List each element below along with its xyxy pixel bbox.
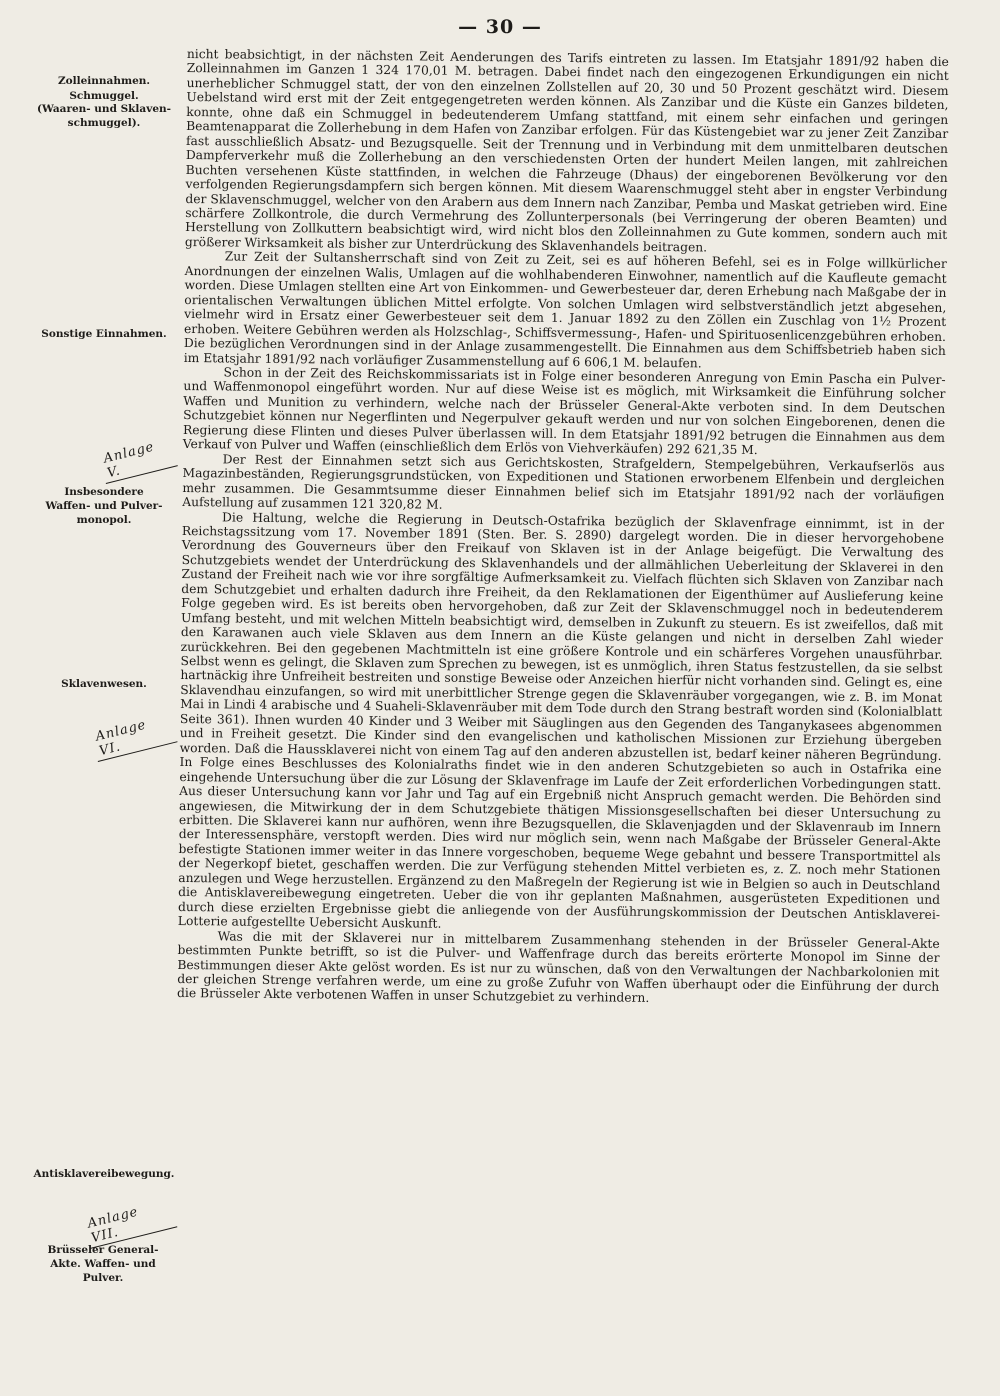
paragraph-zolleinnahmen: nicht beabsichtigt, in der nächsten Zeit Aenderungen des Tarifs eintreten zu lassen. Im Etatsjahr 1891/92 haben die Zolleinnahmen im Ganzen 1 324 170,01 M. betragen. Dabei findet nach den eingezogenen Erkundigungen ein nicht unerheblicher Schmuggel statt, der von den einzelnen Zollstellen auf 20, 30 und 50 Prozent geschätzt wird. Diesem Uebelstand wird erst mit der Zeit entgegengetreten werden können. Als Zanzibar und die Küste ein Ganzes bildeten, konnte, ohne daß ein Schmuggel in bedeutenderem Umfang stattfand, mit einem sehr einfachen und geringen Beamtenapparat die Zollerhebung in dem Hafen von Zanzibar erfolgen. Für das Küstengebiet war zu jener Zeit Zanzibar fast ausschließlich Absatz- und Bezugsquelle. Seit der Trennung und in Verbindung mit dem unmittelbaren deutschen Dampferverkehr muß die Zollerhebung an den verschiedensten Orten der hundert Meilen langen, mit zahlreichen Buchten versehenen Küste stattfinden, in welchen die Fahrzeuge (Dhaus) der eingeborenen Bevölkerung vor den verfolgenden Regierungsdampfern sich bergen können. Mit diesem Waarenschmuggel steht aber in engster Verbindung der Sklavenschmuggel, welcher von den Arabern aus dem Innern nach Zanzibar, Pemba und Maskat getrieben wird. Eine schärfere Zollkontrole, die durch Vermehrung des Zollunterpersonals (bei Verringerung der oberen Beamten) und Herstellung von Zollkuttern beabsichtigt wird, wird nicht blos den Zolleinnahmen zu Gute kommen, sondern auch mit größerer Wirksamkeit als bisher zur Unterdrückung des Sklavenhandels beitragen.: [184, 47, 949, 255]
paragraph-waffenmonopol: Schon in der Zeit des Reichskommissariats ist in Folge einer besonderen Anregung von Emin Pascha ein Pulver- und Waffenmonopol eingeführt worden. Nur auf diese Weise ist es möglich, mit Wirksamkeit die Einführung solcher Waffen und Munition zu verhindern, welche nach der Brüsseler General-Akte verboten sind. In dem Deutschen Schutzgebiet können nur Negerflinten und Negerpulver gekauft werden und nur von solchen Eingeborenen, denen die Regierung diese Flinten und dieses Pulver überlassen will. In dem Etatsjahr 1891/92 betrugen die Einnahmen aus dem Verkauf von Pulver und Waffen (einschließlich dem Erlös von Viehverkäufen) 292 621,35 M.: [182, 365, 946, 458]
paragraph-sklavenwesen: Die Haltung, welche die Regierung in Deutsch-Ostafrika bezüglich der Sklavenfrage einnimmt, ist in der Reichstagssitzung vom 17. November 1891 (Sten. Ber. S. 2890) dargelegt worden. Die in dieser hervorgehobene Verordnung des Gouverneurs über den Freikauf von Sklaven ist in der Anlage beigefügt. Die Verwaltung des Schutzgebiets wendet der Unterdrückung des Sklavenhandels und der allmählichen Ueberleitung der Sklaverei in den Zustand der Freiheit nach wie vor ihre sorgfältige Aufmerksamkeit zu. Vielfach flüchten sich Sklaven von Zanzibar nach dem Schutzgebiet und erhalten dadurch ihre Freiheit, da den Reklamationen der Eigenthümer auf Auslieferung keine Folge gegeben wird. Es ist bereits oben hervorgehoben, daß zur Zeit der Sklavenschmuggel noch in bedeutenderem Umfang besteht, und mit welchen Mitteln beabsichtigt wird, demselben in Zukunft zu steuern. Es ist zweifellos, daß mit den Karawanen auch viele Sklaven aus dem Innern an die Küste gelangen und nicht in derselben Zahl wieder zurückkehren. Bei den gegebenen Machtmitteln ist eine größere Kontrole und ein schärferes Vorgehen unausführbar. Selbst wenn es gelingt, die Sklaven zum Sprechen zu bewegen, ist es unmöglich, ihren Status festzustellen, da sie selbst hartnäckig ihre Unfreiheit bestreiten und sonstige Beweise oder Anzeichen hierfür nicht vorhanden sind. Gelingt es, eine Sklavendhau einzufangen, so wird mit unerbittlicher Strenge gegen die Sklavenräuber vorgegangen, wie z. B. im Monat Mai in Lindi 4 arabische und 4 Suaheli-Sklavenräuber mit dem Tode durch den Strang bestraft worden sind (Kolonialblatt Seite 361). Ihnen wurden 40 Kinder und 3 Weiber mit Säuglingen aus den Gegenden des Tanganykasees abgenommen und in Freiheit gesetzt. Die Kinder sind den evangelischen und katholischen Missionen zur Erziehung übergeben worden. Daß die Haussklaverei nicht von einem Tag auf den anderen abzustellen ist, bedarf keiner näheren Begründung. In Folge eines Beschlusses des Kolonialraths findet wie in den anderen Schutzgebieten so auch in Ostafrika eine eingehende Untersuchung über die zur Lösung der Sklavenfrage im Laufe der Zeit erforderlichen Vorbedingungen statt. Aus dieser Untersuchung kann vor Jahr und Tag auf ein Ergebniß nicht Anspruch gemacht werden. Die Behörden sind angewiesen, die Mitwirkung der in dem Schutzgebiete thätigen Missionsgesellschaften bei dieser Untersuchung zu erbitten. Die Sklaverei kann nur aufhören, wenn ihre Bezugsquellen, die Sklavenjagden und der Sklavenraub im Innern der Interessensphäre, verstopft werden. Dies wird nur möglich sein, wenn nach Maßgabe der Brüsseler General-Akte befestigte Stationen immer weiter in das Innere vorgeschoben, bequeme Wege gebahnt und bessere Transportmittel als der Negerkopf bietet, geschaffen werden. Die zur Verfügung stehenden Mittel verbieten es, z. Z. noch mehr Stationen anzulegen und Wege herzustellen. Ergänzend zu den Maßregeln der Regierung ist wie in Belgien so auch in Deutschland die Antisklavereibewegung eingetreten. Ueber die von ihr geplanten Maßnahmen, ausgerüsteten Expeditionen und durch diese erzielten Ergebnisse giebt die anliegende von der Ausführungskommission der Deutschen Antisklaverei-Lotterie aufgestellte Uebersicht Auskunft.: [177, 509, 945, 931]
paragraph-rest-einnahmen: Der Rest der Einnahmen setzt sich aus Gerichtskosten, Strafgeldern, Stempelgebühren, Verkaufserlös aus Magazinbeständen, Regierungsgrundstücken, von Expeditionen und Stationen erworbenem Elfenbein und dergleichen mehr zusammen. Die Gesammtsumme dieser Einnahmen belief sich im Etatsjahr 1891/92 nach der vorläufigen Aufstellung auf zusammen 121 320,82 M.: [182, 452, 945, 512]
margin-note-bruesseler: Brüsseler General-Akte. Waffen- und Pulver.: [47, 1244, 159, 1284]
margin-notes: [28, 0, 180, 1396]
paragraph-bruesseler-akte: Was die mit der Sklaverei nur in mittelbarem Zusammenhang stehenden in der Brüsseler General-Akte bestimmten Punkte betrifft, so ist die Pulver- und Waffenfrage durch das bereits erörterte Monopol im Sinne der Bestimmungen dieser Akte gelöst worden. Es ist nur zu wünschen, daß von den Verwaltungen der Nachbarkolonien mit der gleichen Strenge verfahren werde, um eine zu große Zufuhr von Waffen überhaupt oder die Einführung der durch die Brüsseler Akte verbotenen Waffen in unser Schutzgebiet zu verhindern.: [177, 929, 940, 1006]
body-text: [177, 47, 949, 1009]
page-number: — 30 —: [458, 16, 542, 38]
margin-note-antisklaverei: Antisklavereibewegung.: [33, 1168, 175, 1180]
margin-note-schmuggel: Schmuggel.: [69, 90, 139, 102]
paragraph-sonstige-einnahmen: Zur Zeit der Sultansherrschaft sind von Zeit zu Zeit, sei es auf höheren Befehl, sei es in Folge willkürlicher Anordnungen der einzelnen Walis, Umlagen auf die wohlhabenderen Einwohner, namentlich auf die Kaufleute gemacht worden. Diese Umlagen stellten eine Art von Einkommen- und Gewerbesteuer dar, deren Erhebung nach Maßgabe der in orientalischen Verwaltungen üblichen Mittel erfolgte. Von solchen Umlagen wird selbstverständlich jetzt abgesehen, vielmehr wird in Ersatz einer Gewerbesteuer seit dem 1. Januar 1892 zu den Zöllen ein Zuschlag von 1½ Prozent erhoben. Weitere Gebühren werden als Holzschlag-, Schiffsvermessung-, Hafen- und Spirituosenlicenzgebühren erhoben. Die bezüglichen Verordnungen sind in der Anlage zusammengestellt. Die Einnahmen aus dem Schiffsbetrieb haben sich im Etatsjahr 1891/92 nach vorläufiger Zusammenstellung auf 6 606,1 M. belaufen.: [183, 249, 947, 370]
margin-note-zolleinnahmen: Zolleinnahmen.: [57, 75, 151, 87]
margin-note-sonstige: Sonstige Einnahmen.: [41, 328, 167, 340]
anlage-vi-stamp: Anlage VI.: [90, 711, 177, 762]
anlage-vii-stamp: Anlage VII.: [82, 1196, 177, 1249]
anlage-v-stamp: Anlage V.: [98, 435, 178, 484]
margin-note-schmuggel-sub: (Waaren- und Sklaven-schmuggel).: [36, 103, 171, 129]
margin-note-monopol: Insbesondere Waffen- und Pulver-monopol.: [45, 486, 163, 526]
margin-note-sklavenwesen: Sklavenwesen.: [61, 678, 147, 690]
